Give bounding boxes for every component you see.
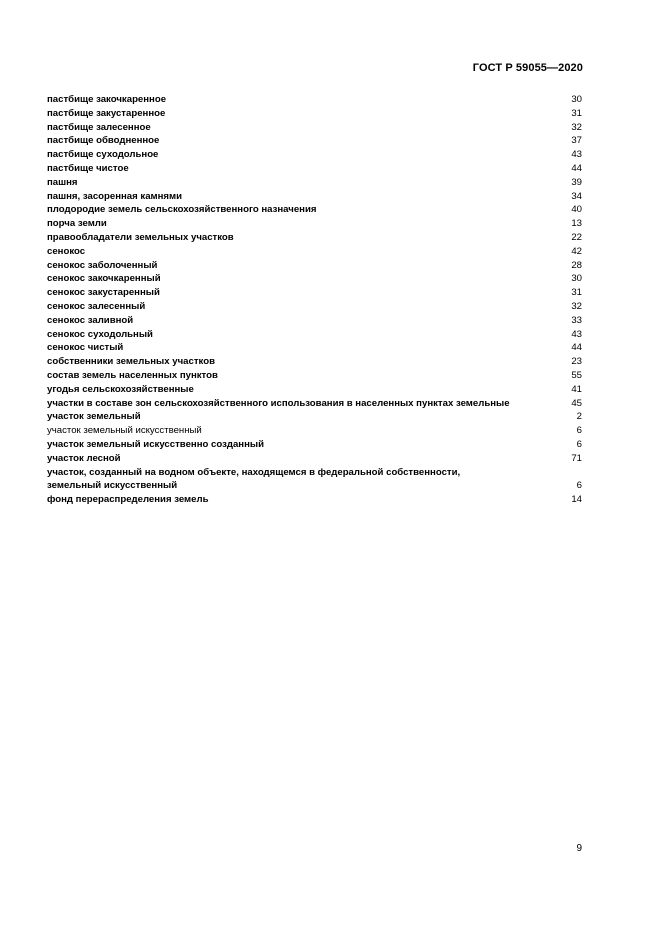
index-term: сенокос заболоченный — [47, 259, 158, 271]
index-term: участки в составе зон сельскохозяйственного использования в населенных пунктах земельные — [47, 397, 510, 409]
index-page: 22 — [571, 231, 582, 243]
index-page: 30 — [571, 273, 582, 285]
index-page: 31 — [571, 107, 582, 119]
index-entry — [47, 162, 582, 176]
index-entry — [47, 369, 582, 383]
index-page: 31 — [571, 287, 582, 299]
index-page: 43 — [571, 328, 582, 340]
index-page: 2 — [576, 411, 582, 423]
index-entry — [47, 300, 582, 314]
index-term: пастбище закустаренное — [47, 107, 166, 119]
index-entry — [47, 176, 582, 190]
index-page: 23 — [571, 356, 582, 368]
index-term: фонд перераспределения земель — [47, 494, 209, 506]
index-term: сенокос закустаренный — [47, 287, 160, 299]
index-term: пашня, засоренная камнями — [47, 190, 183, 202]
index-entry — [47, 355, 582, 369]
index-page: 42 — [571, 245, 582, 257]
index-entry — [47, 231, 582, 245]
index-page: 43 — [571, 149, 582, 161]
index-page: 39 — [571, 176, 582, 188]
index-term: пастбище закочкаренное — [47, 94, 167, 105]
index-page: 6 — [576, 425, 582, 437]
index-term: участок земельный искусственный — [47, 425, 202, 437]
index-term: сенокос закочкаренный — [47, 273, 161, 285]
index-page: 41 — [571, 383, 582, 395]
index-term: сенокос залесенный — [47, 300, 146, 312]
index-term: сенокос чистый — [47, 342, 124, 354]
index-page: 6 — [576, 438, 582, 450]
index-entry — [47, 314, 582, 328]
index-entry — [47, 190, 582, 204]
index-entry — [47, 121, 582, 135]
index-entry — [47, 148, 582, 162]
index-entry — [47, 438, 582, 452]
index-term: пастбище обводненное — [47, 135, 160, 147]
index-entry — [47, 286, 582, 300]
index-entry — [47, 328, 582, 342]
index-term-line: участок, созданный на водном объекте, находящемся в федеральной собственности, — [47, 466, 461, 478]
alphabetical-index — [47, 93, 582, 507]
document-header: ГОСТ Р 59055—2020 — [472, 62, 583, 74]
index-entry — [47, 134, 582, 148]
index-entry — [47, 107, 582, 121]
index-entry — [47, 466, 582, 494]
index-entry — [47, 203, 582, 217]
index-term: плодородие земель сельскохозяйственного назначения — [47, 204, 317, 216]
index-page: 14 — [571, 494, 582, 506]
index-entry — [47, 259, 582, 273]
index-term: сенокос заливной — [47, 314, 134, 326]
index-page: 30 — [571, 94, 582, 105]
index-entry — [47, 272, 582, 286]
index-term: правообладатели земельных участков — [47, 231, 234, 243]
index-page: 37 — [571, 135, 582, 147]
index-page: 44 — [571, 162, 582, 174]
index-term: участок лесной — [47, 452, 121, 464]
index-term: участок земельный — [47, 411, 141, 423]
index-entry — [47, 452, 582, 466]
index-term: собственники земельных участков — [47, 356, 215, 368]
index-term: порча земли — [47, 218, 107, 230]
index-entry — [47, 93, 582, 107]
index-page: 55 — [571, 369, 582, 381]
index-term: участок земельный искусственно созданный — [47, 438, 264, 450]
index-entry — [47, 410, 582, 424]
index-page: 13 — [571, 218, 582, 230]
index-page: 28 — [571, 259, 582, 271]
index-page: 6 — [576, 480, 582, 492]
index-page: 40 — [571, 204, 582, 216]
index-term: пастбище чистое — [47, 162, 129, 174]
index-term: пастбище залесенное — [47, 121, 151, 133]
index-page: 34 — [571, 190, 582, 202]
index-entry — [47, 383, 582, 397]
index-term-line: земельный искусственный — [47, 480, 178, 492]
index-page: 44 — [571, 342, 582, 354]
index-entry — [47, 424, 582, 438]
index-page: 33 — [571, 314, 582, 326]
index-page: 45 — [571, 397, 582, 409]
index-entry — [47, 341, 582, 355]
index-term — [47, 466, 568, 494]
index-entry — [47, 397, 582, 411]
index-entry — [47, 217, 582, 231]
index-term: сенокос — [47, 245, 86, 257]
page-number: 9 — [576, 843, 582, 854]
index-page: 32 — [571, 300, 582, 312]
index-term: угодья сельскохозяйственные — [47, 383, 194, 395]
index-term: пашня — [47, 176, 78, 188]
index-term: сенокос суходольный — [47, 328, 153, 340]
index-entry — [47, 493, 582, 507]
index-term: пастбище суходольное — [47, 149, 159, 161]
index-term: состав земель населенных пунктов — [47, 369, 218, 381]
index-entry — [47, 245, 582, 259]
index-page: 32 — [571, 121, 582, 133]
index-page: 71 — [571, 452, 582, 464]
